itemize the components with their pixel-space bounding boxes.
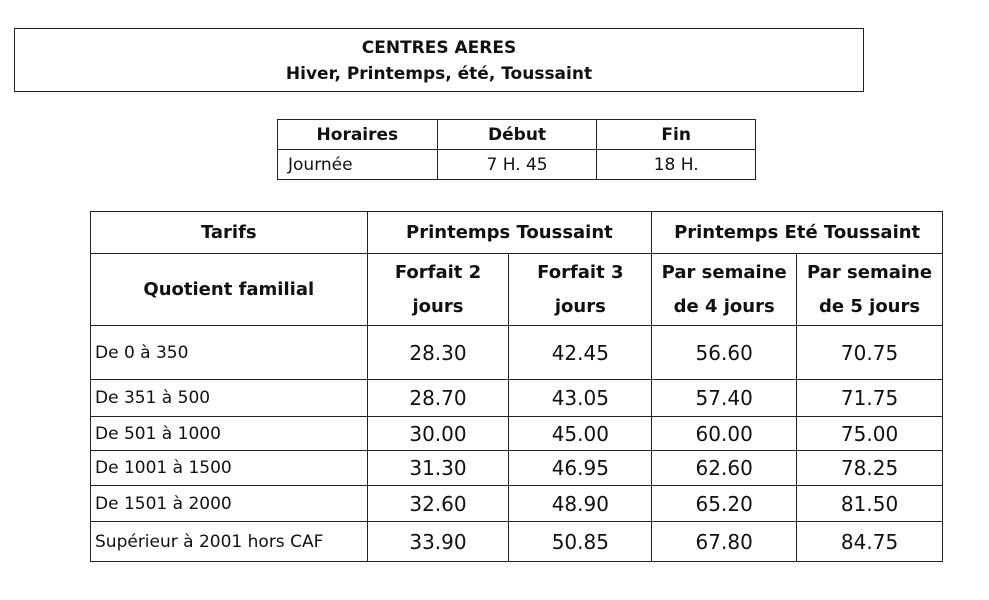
cell-value: 32.60 (367, 486, 509, 522)
cell-value: 56.60 (652, 326, 797, 380)
table-row (91, 451, 943, 486)
cell-value: 57.40 (652, 380, 797, 417)
cell-value: 42.45 (509, 326, 652, 380)
hours-table (277, 119, 756, 180)
hours-label: Journée (278, 150, 438, 180)
row-label: De 1001 à 1500 (91, 451, 368, 486)
header-sub-line: Forfait 2 (394, 261, 482, 283)
header-sub-line: de 5 jours (819, 295, 921, 317)
cell-value: 48.90 (509, 486, 652, 522)
cell-value: 67.80 (652, 522, 797, 562)
header-group-printemps-toussaint: Printemps Toussaint (367, 212, 652, 254)
cell-value: 28.30 (367, 326, 509, 380)
cell-value: 50.85 (509, 522, 652, 562)
header-sub-line: jours (554, 295, 606, 317)
cell-value: 33.90 (367, 522, 509, 562)
hours-header-row (278, 120, 756, 150)
row-label: Supérieur à 2001 hors CAF (91, 522, 368, 562)
cell-value: 75.00 (797, 417, 943, 451)
table-row (91, 380, 943, 417)
header-semaine-4-jours (652, 254, 797, 326)
cell-value: 60.00 (652, 417, 797, 451)
cell-value: 71.75 (797, 380, 943, 417)
table-row (91, 417, 943, 451)
header-sub-line: jours (412, 295, 464, 317)
header-sub-line: Par semaine (661, 261, 787, 283)
table-row (91, 486, 943, 522)
row-label: De 1501 à 2000 (91, 486, 368, 522)
header-quotient-familial: Quotient familial (91, 254, 368, 326)
row-label: De 0 à 350 (91, 326, 368, 380)
hours-row (278, 150, 756, 180)
cell-value: 78.25 (797, 451, 943, 486)
table-row (91, 522, 943, 562)
cell-value: 62.60 (652, 451, 797, 486)
tarifs-table (90, 211, 943, 562)
cell-value: 31.30 (367, 451, 509, 486)
header-sub-line: de 4 jours (673, 295, 775, 317)
title-line-2: Hiver, Printemps, été, Toussaint (285, 64, 593, 84)
tarifs-header-row-1 (91, 212, 943, 254)
header-tarifs: Tarifs (91, 212, 368, 254)
cell-value: 65.20 (652, 486, 797, 522)
table-row (91, 326, 943, 380)
cell-value: 30.00 (367, 417, 509, 451)
tarifs-header-row-2 (91, 254, 943, 326)
row-label: De 351 à 500 (91, 380, 368, 417)
cell-value: 28.70 (367, 380, 509, 417)
header-semaine-5-jours (797, 254, 943, 326)
title-box (14, 28, 864, 92)
hours-header-debut: Début (437, 120, 597, 150)
header-sub-line: Par semaine (807, 261, 933, 283)
hours-header-horaires: Horaires (278, 120, 438, 150)
header-sub-line: Forfait 3 (537, 261, 624, 283)
cell-value: 84.75 (797, 522, 943, 562)
title-line-1: CENTRES AERES (361, 38, 517, 58)
hours-end: 18 H. (597, 150, 756, 180)
header-group-printemps-ete-toussaint: Printemps Eté Toussaint (652, 212, 943, 254)
cell-value: 45.00 (509, 417, 652, 451)
hours-start: 7 H. 45 (437, 150, 597, 180)
cell-value: 70.75 (797, 326, 943, 380)
cell-value: 81.50 (797, 486, 943, 522)
row-label: De 501 à 1000 (91, 417, 368, 451)
header-forfait-3-jours (509, 254, 652, 326)
cell-value: 46.95 (509, 451, 652, 486)
hours-header-fin: Fin (597, 120, 756, 150)
header-forfait-2-jours (367, 254, 509, 326)
cell-value: 43.05 (509, 380, 652, 417)
